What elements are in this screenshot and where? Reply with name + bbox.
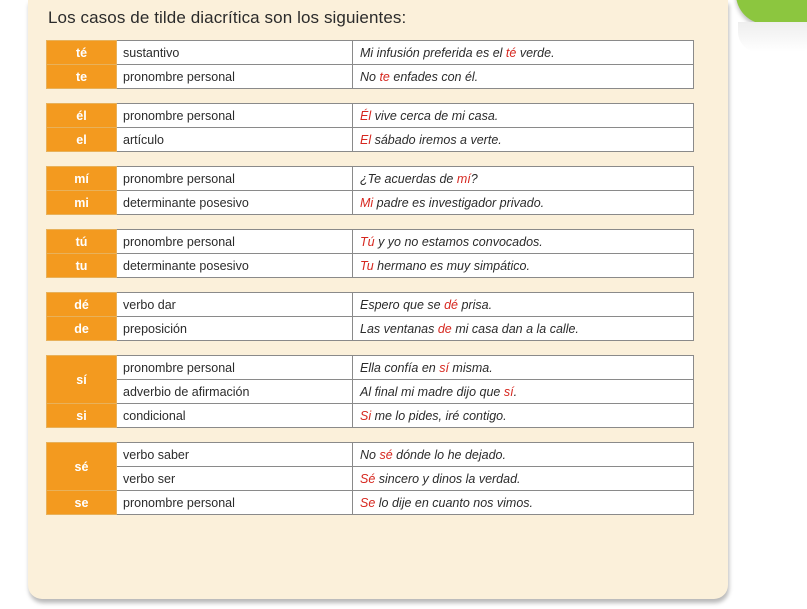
word-group-si [46,355,694,428]
table-row [47,254,694,278]
word-group-tu [46,229,694,278]
example-cell [353,254,694,278]
category-cell: verbo saber [117,443,353,467]
example-text: Mi infusión preferida es el [360,45,506,60]
example-text: verde. [516,45,555,60]
example-text: sincero y dinos la verdad. [375,471,521,486]
example-text: sábado iremos a verte. [371,132,502,147]
category-cell: condicional [117,404,353,428]
word-group-de [46,292,694,341]
example-text: y yo no estamos convocados. [374,234,543,249]
example-cell [353,65,694,89]
table-row [47,65,694,89]
highlighted-word: Él [360,108,372,123]
category-cell: verbo ser [117,467,353,491]
highlighted-word: dé [444,297,458,312]
example-cell [353,491,694,515]
highlighted-word: te [379,69,390,84]
word-cell: tú [47,230,117,254]
table-row [47,404,694,428]
highlighted-word: Tu [360,258,374,273]
highlighted-word: sí [503,384,514,399]
example-cell [353,404,694,428]
table-row [47,293,694,317]
word-group-te [46,40,694,89]
highlighted-word: Mi [360,195,374,210]
category-cell: verbo dar [117,293,353,317]
example-cell [353,443,694,467]
example-text: vive cerca de mi casa. [371,108,499,123]
example-text: ¿Te acuerdas de [360,171,457,186]
word-group-mi [46,166,694,215]
tab-shadow-decoration [738,22,807,52]
table-row [47,104,694,128]
category-cell: pronombre personal [117,491,353,515]
table-row [47,380,694,404]
highlighted-word: Sé [360,471,376,486]
category-cell: pronombre personal [117,167,353,191]
category-cell: preposición [117,317,353,341]
word-cell: el [47,128,117,152]
example-text: enfades con él. [389,69,479,84]
word-cell: de [47,317,117,341]
section-heading: Los casos de tilde diacrítica son los siguientes: [48,8,407,27]
example-cell [353,380,694,404]
example-cell [353,356,694,380]
example-cell [353,41,694,65]
example-text: misma. [448,360,493,375]
highlighted-word: sí [439,360,449,375]
category-cell: sustantivo [117,41,353,65]
example-text: . [513,384,518,399]
table-row [47,191,694,215]
word-group-se [46,442,694,515]
example-cell [353,230,694,254]
example-text: dónde lo he dejado. [392,447,506,462]
highlighted-word: té [505,45,517,60]
highlighted-word: Tú [360,234,375,249]
word-cell: té [47,41,117,65]
example-text: hermano es muy simpático. [373,258,530,273]
category-cell: pronombre personal [117,104,353,128]
example-text: No [360,69,380,84]
category-cell: pronombre personal [117,65,353,89]
category-cell: adverbio de afirmación [117,380,353,404]
example-text: Al final mi madre dijo que [360,384,504,399]
word-group-el [46,103,694,152]
word-cell: tu [47,254,117,278]
word-cell: mi [47,191,117,215]
word-cell: sí [47,356,117,404]
example-text: me lo pides, iré contigo. [371,408,507,423]
diacritic-groups [46,40,693,529]
category-cell: determinante posesivo [117,191,353,215]
table-row [47,167,694,191]
example-text: Ella confía en [360,360,440,375]
word-cell: se [47,491,117,515]
example-text: lo dije en cuanto nos vimos. [375,495,534,510]
word-cell: te [47,65,117,89]
example-cell [353,167,694,191]
category-cell: pronombre personal [117,230,353,254]
table-row [47,230,694,254]
example-text: mi casa dan a la calle. [451,321,579,336]
table-row [47,443,694,467]
example-cell [353,317,694,341]
table-row [47,491,694,515]
highlighted-word: Se [360,495,376,510]
word-cell: dé [47,293,117,317]
table-row [47,128,694,152]
example-cell [353,293,694,317]
example-cell [353,104,694,128]
highlighted-word: de [437,321,452,336]
table-row [47,467,694,491]
category-cell: determinante posesivo [117,254,353,278]
example-text: prisa. [458,297,493,312]
green-tab-decoration [736,0,807,24]
category-cell: pronombre personal [117,356,353,380]
word-cell: si [47,404,117,428]
example-cell [353,467,694,491]
category-cell: artículo [117,128,353,152]
example-cell [353,128,694,152]
example-cell [353,191,694,215]
word-cell: sé [47,443,117,491]
example-text: Las ventanas [360,321,438,336]
highlighted-word: Si [360,408,372,423]
example-text: padre es investigador privado. [373,195,545,210]
word-cell: él [47,104,117,128]
word-cell: mí [47,167,117,191]
highlighted-word: sé [379,447,393,462]
highlighted-word: mí [456,171,471,186]
table-row [47,41,694,65]
table-row [47,317,694,341]
example-text: No [360,447,380,462]
table-row [47,356,694,380]
highlighted-word: El [360,132,372,147]
example-text: Espero que se [360,297,445,312]
example-text: ? [470,171,478,186]
